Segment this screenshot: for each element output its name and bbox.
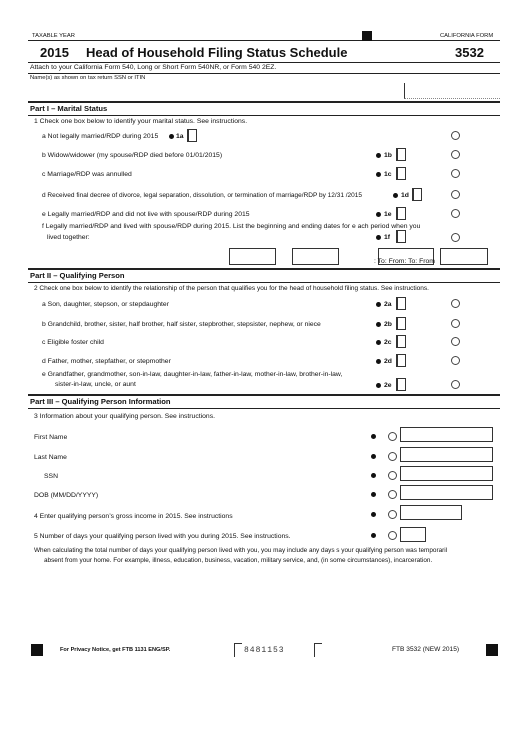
line-2b-code: 2b [384, 321, 392, 328]
part2-rule [28, 268, 500, 270]
line-1a-code: 1a [176, 133, 184, 140]
barcode-bracket-left-top [234, 643, 242, 644]
first-name-field[interactable] [400, 427, 493, 442]
checkbox-2d[interactable] [396, 354, 406, 367]
line-1c-code: 1c [384, 171, 392, 178]
bullet-icon [393, 193, 398, 198]
item-2c-label: c Eligible foster child [42, 339, 104, 346]
date-period-field[interactable] [440, 248, 488, 265]
from-to-labels: : To: From: To: From [374, 258, 435, 265]
last-name-label: Last Name [34, 454, 67, 461]
ssn-label: SSN [44, 473, 58, 480]
radio-1f[interactable] [451, 233, 460, 242]
radio-first-name[interactable] [388, 432, 397, 441]
name-rule [28, 73, 500, 74]
part2-heading: Part II – Qualifying Person [30, 271, 125, 280]
header-rule [28, 40, 500, 41]
ssn-itin-field[interactable] [404, 83, 500, 99]
part1-heading: Part I – Marital Status [30, 104, 108, 113]
barcode-bracket-right-top [314, 643, 322, 644]
radio-ssn[interactable] [388, 471, 397, 480]
checkbox-1f[interactable] [396, 230, 406, 243]
radio-2b[interactable] [451, 319, 460, 328]
part2-heading-rule [28, 282, 500, 283]
checkbox-2a[interactable] [396, 297, 406, 310]
part3-instruction: 3 Information about your qualifying person. See instructions. [34, 413, 215, 420]
item-1c-label: c Marriage/RDP was annulled [42, 171, 132, 178]
item-2e-label-cont: sister-in-law, uncle, or aunt [55, 381, 136, 388]
radio-1a[interactable] [451, 131, 460, 140]
radio-last-name[interactable] [388, 452, 397, 461]
bullet-icon [376, 235, 381, 240]
item-1b-label: b Widow/widower (my spouse/RDP died before 01/01/2015) [42, 152, 223, 159]
form-id: FTB 3532 (NEW 2015) [392, 646, 460, 653]
barcode-bracket-right [314, 643, 315, 657]
bullet-icon [376, 359, 381, 364]
first-name-label: First Name [34, 434, 68, 441]
line-2d-code: 2d [384, 358, 392, 365]
item-1f-label-cont: lived together: [47, 234, 90, 241]
days-lived-field[interactable] [400, 527, 426, 542]
barcode-number: 8481153 [244, 646, 285, 655]
radio-2e[interactable] [451, 380, 460, 389]
registration-mark [362, 31, 372, 41]
dob-field[interactable] [400, 485, 493, 500]
item-1e-label: e Legally married/RDP and did not live with spouse/RDP during 2015 [42, 211, 250, 218]
part3-rule [28, 394, 500, 396]
registration-mark [486, 644, 498, 656]
item-1d-label: d Received final decree of divorce, legal separation, dissolution, or termination of marriage/RDP by 12/31 /2015 [42, 192, 363, 199]
item-1f-label: f Legally married/RDP and lived with spouse/RDP during 2015. List the beginning and ending dates for e ach period when you [42, 223, 421, 230]
checkbox-1d[interactable] [412, 188, 422, 201]
gross-income-field[interactable] [400, 505, 462, 520]
item-2b-label: b Grandchild, brother, sister, half brother, half sister, stepbrother, stepsister, nephew, or niece [42, 321, 321, 328]
part3-heading: Part III – Qualifying Person Information [30, 397, 171, 406]
line-2a-code: 2a [384, 301, 392, 308]
checkbox-1e[interactable] [396, 207, 406, 220]
line-2c-code: 2c [384, 339, 392, 346]
last-name-field[interactable] [400, 447, 493, 462]
line-1d-code: 1d [401, 192, 409, 199]
line4-label: 4 Enter qualifying person’s gross income in 2015. See instructions [34, 513, 233, 520]
radio-1e[interactable] [451, 209, 460, 218]
taxable-year-label: TAXABLE YEAR [32, 33, 75, 39]
registration-mark [31, 644, 43, 656]
california-form-label: CALIFORNIA FORM [440, 33, 494, 39]
checkbox-2e[interactable] [396, 378, 406, 391]
radio-dob[interactable] [388, 490, 397, 499]
privacy-notice: For Privacy Notice, get FTB 1131 ENG/SP. [60, 647, 171, 653]
note-line-1: When calculating the total number of days your qualifying person lived with you, you may include any days s your qualifying person was temporaril [34, 547, 448, 554]
item-2d-label: d Father, mother, stepfather, or stepmother [42, 358, 171, 365]
checkbox-2b[interactable] [396, 317, 406, 330]
date-to-field[interactable] [292, 248, 339, 265]
line-1b-code: 1b [384, 152, 392, 159]
item-2a-label: a Son, daughter, stepson, or stepdaughter [42, 301, 169, 308]
line-2e-code: 2e [384, 382, 392, 389]
part2-instruction: 2 Check one box below to identify the relationship of the person that qualifies you for the head of household filing status. See instructions. [34, 285, 429, 292]
checkbox-1a[interactable] [187, 129, 197, 142]
item-2e-label: e Grandfather, grandmother, son-in-law, daughter-in-law, father-in-law, mother-in-law, brother-in-law, [42, 371, 343, 378]
form-number: 3532 [455, 45, 484, 60]
page-title: Head of Household Filing Status Schedule [86, 45, 348, 60]
bullet-icon [169, 134, 174, 139]
name-field[interactable] [28, 83, 398, 99]
barcode-bracket-left [234, 643, 235, 657]
bullet-icon [371, 512, 376, 517]
bullet-icon [371, 454, 376, 459]
line5-label: 5 Number of days your qualifying person lived with you during 2015. See instructions. [34, 533, 291, 540]
radio-2c[interactable] [451, 337, 460, 346]
title-rule [28, 62, 500, 63]
ssn-field[interactable] [400, 466, 493, 481]
part1-heading-rule [28, 115, 500, 116]
radio-1c[interactable] [451, 169, 460, 178]
part1-rule [28, 101, 500, 103]
checkbox-1c[interactable] [396, 167, 406, 180]
date-from-field[interactable] [229, 248, 276, 265]
radio-2d[interactable] [451, 356, 460, 365]
checkbox-2c[interactable] [396, 335, 406, 348]
bullet-icon [376, 153, 381, 158]
name-label: Name(s) as shown on tax return SSN or ITIN [30, 75, 146, 81]
item-1a-label: a Not legally married/RDP during 2015 [42, 133, 159, 140]
line-1e-code: 1e [384, 211, 392, 218]
bullet-icon [376, 212, 381, 217]
bullet-icon [371, 492, 376, 497]
bullet-icon [371, 473, 376, 478]
radio-1d[interactable] [451, 190, 460, 199]
bullet-icon [376, 302, 381, 307]
part1-instruction: 1 Check one box below to identify your marital status. See instructions. [34, 118, 248, 125]
line-1f-code: 1f [384, 234, 391, 241]
dob-label: DOB (MM/DD/YYYY) [34, 492, 99, 499]
radio-1b[interactable] [451, 150, 460, 159]
radio-2a[interactable] [451, 299, 460, 308]
part3-heading-rule [28, 408, 500, 409]
bullet-icon [376, 322, 381, 327]
bullet-icon [371, 434, 376, 439]
note-line-2: absent from your home. For example, illness, education, business, vacation, military service, and, (in some circumstances), incarceration. [44, 557, 433, 564]
bullet-icon [376, 340, 381, 345]
bullet-icon [376, 172, 381, 177]
radio-gross-income[interactable] [388, 510, 397, 519]
bullet-icon [376, 383, 381, 388]
checkbox-1b[interactable] [396, 148, 406, 161]
radio-days-lived[interactable] [388, 531, 397, 540]
bullet-icon [371, 533, 376, 538]
tax-year: 2015 [40, 45, 69, 60]
attach-instruction: Attach to your California Form 540, Long or Short Form 540NR, or Form 540 2EZ. [30, 64, 277, 71]
